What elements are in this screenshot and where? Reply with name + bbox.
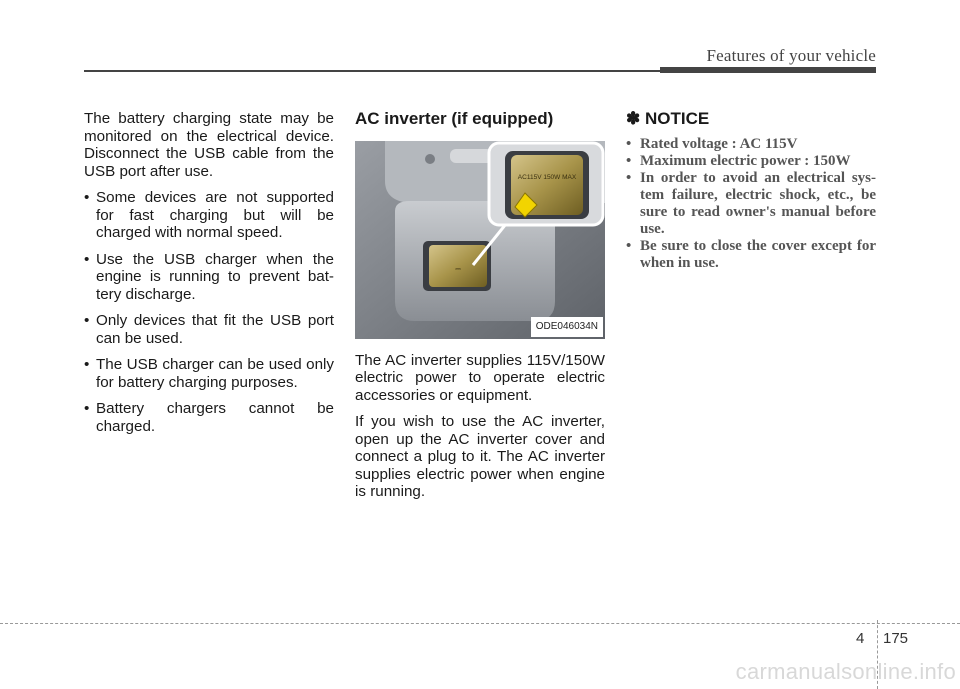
footer-rule	[0, 623, 960, 624]
svg-text:⎓: ⎓	[455, 265, 461, 273]
list-item: • Maximum electric power : 150W	[626, 153, 876, 170]
list-item: • In order to avoid an electrical sys-tem failure, electric shock, etc., be sure to read owner's manual before use.	[626, 170, 876, 238]
list-item: • Use the USB charger when the engine is running to prevent bat-tery discharge.	[84, 251, 334, 304]
intro-paragraph: The battery charging state may be monitored on the electrical device. Disconnect the USB cable from the USB port after use.	[84, 110, 334, 180]
list-item: • The USB charger can be used only for battery charging purposes.	[84, 356, 334, 391]
notice-box	[626, 110, 876, 272]
column-1	[84, 110, 334, 444]
header-tab-bar	[660, 67, 876, 73]
header-title: Features of your vehicle	[706, 46, 876, 65]
column-2	[355, 110, 605, 510]
ac-inverter-illustration	[355, 141, 605, 339]
notice-list	[626, 136, 876, 272]
section-heading: AC inverter (if equipped)	[355, 109, 554, 128]
section-number: 4	[856, 630, 865, 647]
notice-heading	[626, 110, 876, 128]
list-item: • Some devices are not supported for fast charging but will be charged with normal speed.	[84, 189, 334, 242]
figure-code: ODE046034N	[531, 317, 603, 337]
body-paragraph: The AC inverter supplies 115V/150W electric power to operate electric accessories or equipment.	[355, 351, 605, 404]
watermark: carmanualsonline.info	[735, 659, 956, 684]
ac-inverter-figure	[355, 141, 605, 339]
list-item: • Rated voltage : AC 115V	[626, 136, 876, 153]
body-paragraph: If you wish to use the AC inverter, open up the AC inverter cover and connect a plug to it. The AC inverter supplies electric power when engine is running.	[355, 413, 605, 500]
list-item: • Only devices that fit the USB port can be used.	[84, 312, 334, 347]
list-item: • Be sure to close the cover except for when in use.	[626, 238, 876, 272]
list-item: • Battery chargers cannot be charged.	[84, 400, 334, 435]
figure-label: AC115V 150W MAX	[517, 173, 577, 181]
usb-notes-list	[84, 189, 334, 435]
notice-title: NOTICE	[644, 109, 710, 128]
page-number: 175	[883, 630, 909, 647]
notice-asterisk-icon: ✽	[626, 109, 641, 128]
